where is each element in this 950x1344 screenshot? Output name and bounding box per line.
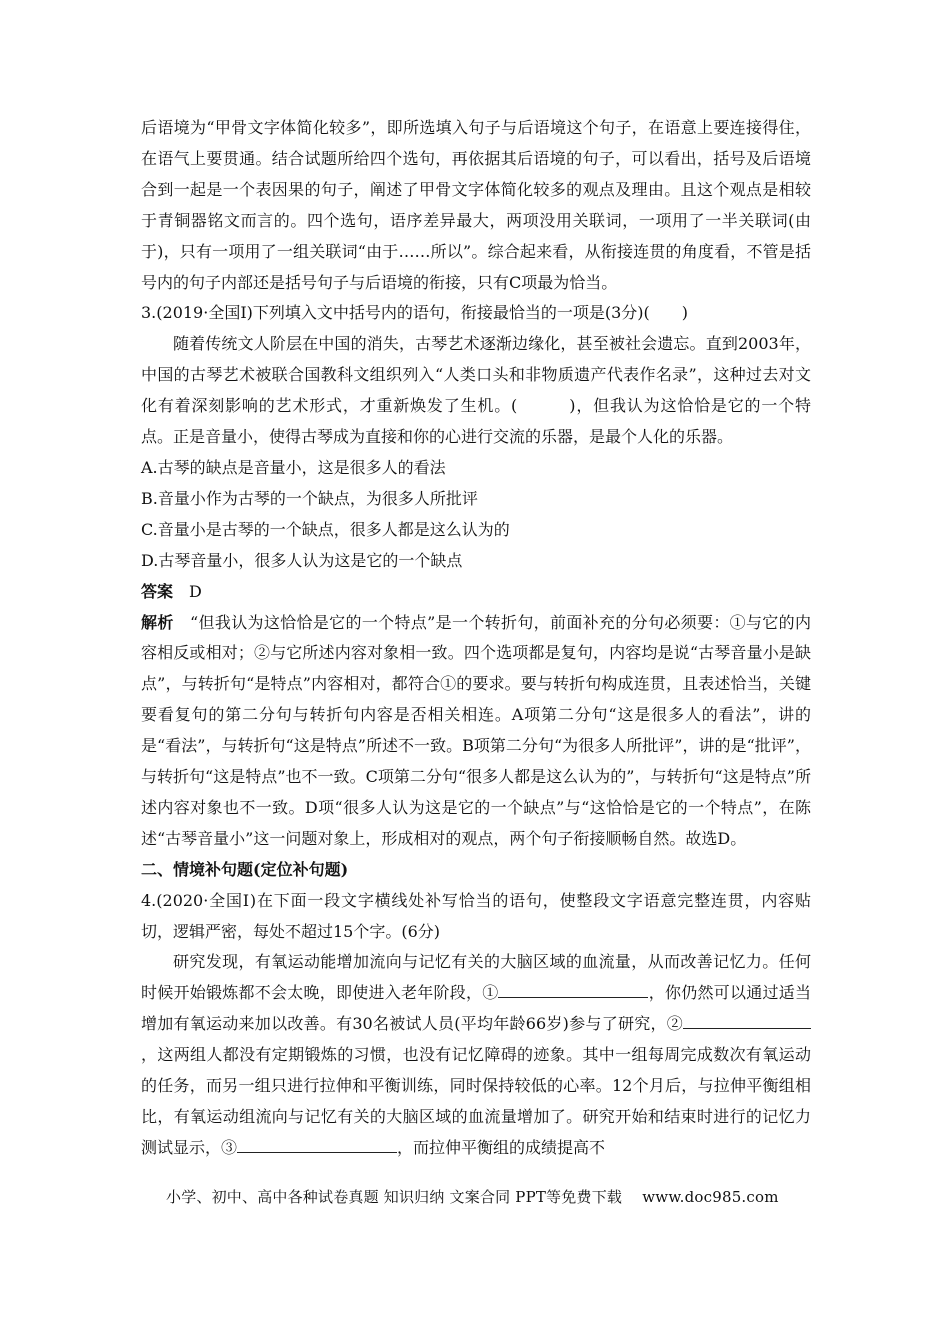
- passage-part-a: 随着传统文人阶层在中国的消失，古琴艺术逐渐边缘化，甚至被社会遗忘。直到2003年，中国的古琴艺术被联合国教科文组织列入“人类口头和非物质遗产代表作名录”，这种过去对文化有着深刻影响的艺术形式，才重新焕发了生机。(: [141, 334, 811, 416]
- analysis-text: “但我认为这恰恰是它的一个特点”是一个转折句，前面补充的分句必须要：①与它的内容相反或相对；②与它所述内容对象相一致。四个选项都是复句，内容均是说“古琴音量小是缺点”，与转折句“是特点”内容相对，都符合①的要求。要与转折句构成连贯，且表述恰当，关键要看复句的第二分句与转折句内容是否相关相连。A项第二分句“这是很多人的看法”，讲的是“看法”，与转折句“这是特点”所述不一致。B项第二分句“为很多人所批评”，讲的是“批评”，与转折句“这是特点”也不一致。C项第二分句“很多人都是这么认为的”，与转折句“这是特点”所述内容对象也不一致。D项“很多人认为这是它的一个缺点”与“这恰恰是它的一个特点”，在陈述“古琴音量小”这一问题对象上，形成相对的观点，两个句子衔接顺畅自然。故选D。: [141, 612, 811, 848]
- page-content: [141, 113, 811, 1164]
- question-3-passage: [141, 329, 811, 453]
- option-a: A.古琴的缺点是音量小，这是很多人的看法: [141, 457, 446, 477]
- answer-value: D: [189, 581, 202, 601]
- analysis-label: 解析: [141, 612, 174, 632]
- option-d: D.古琴音量小，很多人认为这是它的一个缺点: [141, 550, 463, 570]
- blank-1[interactable]: [498, 979, 648, 998]
- blank-3[interactable]: [237, 1134, 397, 1153]
- analysis-q2-continuation: 后语境为“甲骨文字体简化较多”，即所选填入句子与后语境这个句子，在语意上要连接得住，在语气上要贯通。结合试题所给四个选句，再依据其后语境的句子，可以看出，括号及后语境合到一起是一个表因果的句子，阐述了甲骨文字体简化较多的观点及理由。且这个观点是相较于青铜器铭文而言的。四个选句，语序差异最大，两项没用关联词，一项用了一半关联词(由于)，只有一项用了一组关联词“由于……所以”。综合起来看，从衔接连贯的角度看，不管是括号内的句子内部还是括号句子与后语境的衔接，只有C项最为恰当。: [141, 118, 811, 292]
- passage-part-b: )，但我认为这恰恰是它的一个特点。正是音量小，使得古琴成为直接和你的心进行交流的乐器，是最个人化的乐器。: [141, 396, 811, 447]
- page-footer: 小学、初中、高中各种试卷真题 知识归纳 文案合同 PPT等免费下载 www.doc985.com: [166, 1188, 779, 1206]
- q4-part-1: 研究发现，有氧运动能增加流向与记忆有关的大脑区域的血流量，从而改善记忆力。任何时候开始锻炼都不会太晚，即使进入老年阶段，①: [141, 952, 811, 1003]
- question-3-stem: 3.(2019·全国Ⅰ)下列填入文中括号内的语句，衔接最恰当的一项是(3分)( ): [141, 303, 689, 323]
- section-heading: 二、情境补句题(定位补句题): [141, 859, 349, 879]
- q4-part-4: ，而拉伸平衡组的成绩提高不: [397, 1137, 606, 1157]
- question-4-stem: 4.(2020·全国Ⅰ)在下面一段文字横线处补写恰当的语句，使整段文字语意完整连贯，内容贴切，逻辑严密，每处不超过15个字。(6分): [141, 890, 811, 941]
- q4-part-3: ，这两组人都没有定期锻炼的习惯，也没有记忆障碍的迹象。其中一组每周完成数次有氧运动的任务，而另一组只进行拉伸和平衡训练，同时保持较低的心率。12个月后，与拉伸平衡组相比，有氧运动组流向与记忆有关的大脑区域的血流量增加了。研究开始和结束时进行的记忆力测试显示，③: [141, 1045, 811, 1157]
- answer-label: 答案: [141, 581, 174, 601]
- q4-part-2: ，你仍然可以通过适当增加有氧运动来加以改善。有30名被试人员(平均年龄66岁)参与了研究，②: [141, 983, 811, 1034]
- answer-line: [141, 577, 811, 608]
- blank-2[interactable]: [683, 1010, 811, 1029]
- option-b: B.音量小作为古琴的一个缺点，为很多人所批评: [141, 488, 478, 508]
- question-4-passage: [141, 947, 811, 1163]
- option-c: C.音量小是古琴的一个缺点，很多人都是这么认为的: [141, 519, 510, 539]
- analysis-paragraph: [141, 608, 811, 855]
